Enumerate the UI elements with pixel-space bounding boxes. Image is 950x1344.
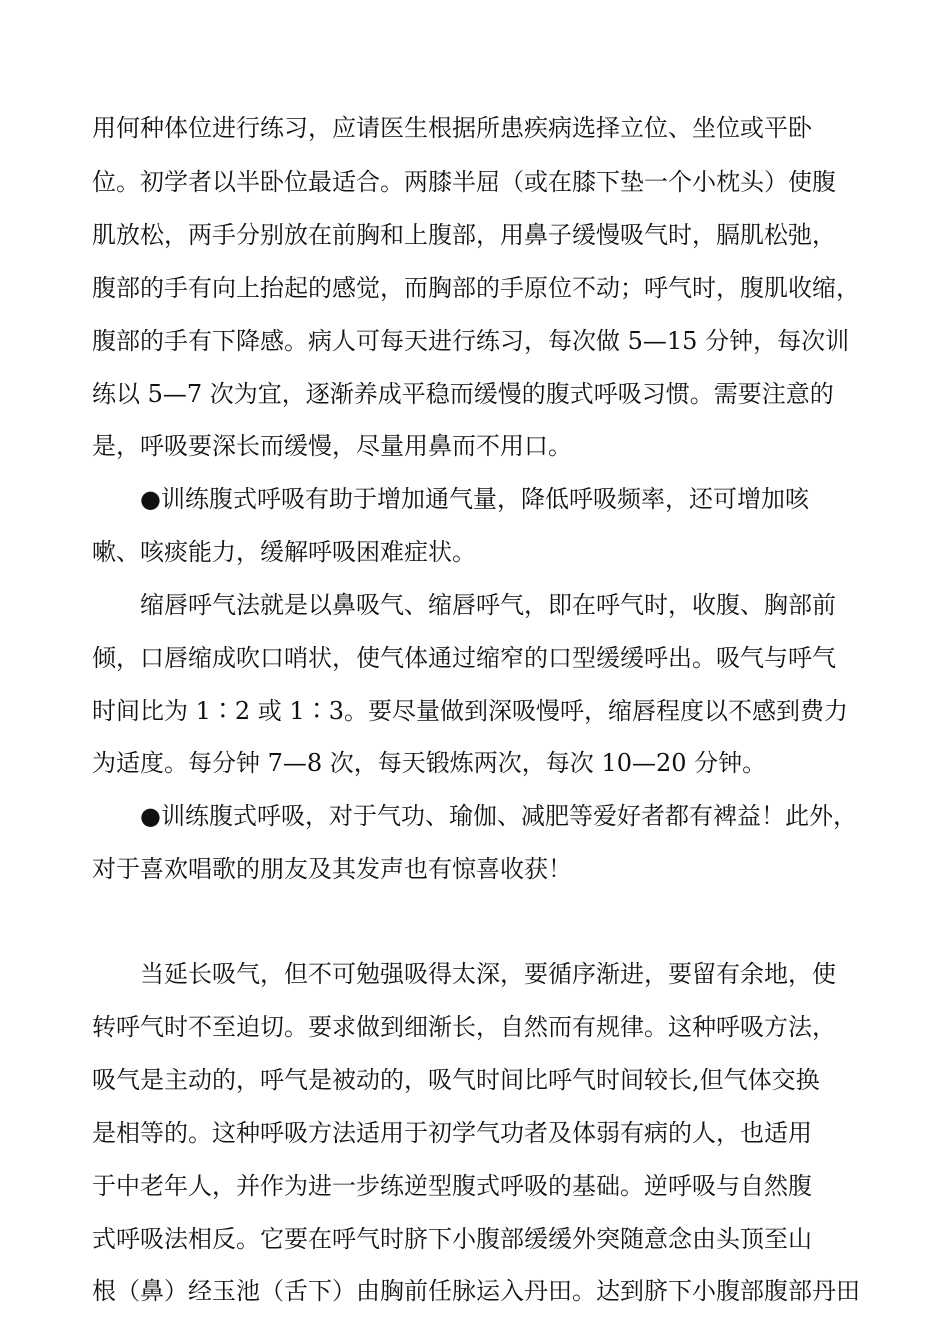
paragraph-5-line: 当延长吸气，但不可勉强吸得太深，要循序渐进，要留有余地，使 xyxy=(140,960,836,988)
paragraph-3-line: 为适度。每分钟 7—8 次，每天锻炼两次，每次 10—20 分钟。 xyxy=(92,749,767,777)
paragraph-3-line: 时间比为 1∶2 或 1∶3。要尽量做到深吸慢呼，缩唇程度以不感到费力 xyxy=(92,697,848,725)
paragraph-5-line: 是相等的。这种呼吸方法适用于初学气功者及体弱有病的人，也适用 xyxy=(92,1119,812,1147)
paragraph-5-line: 根（鼻）经玉池（舌下）由胸前任脉运入丹田。达到脐下小腹部腹部丹田 xyxy=(92,1277,860,1305)
bullet-paragraph-line: ●训练腹式呼吸有助于增加通气量，降低呼吸频率，还可增加咳 xyxy=(140,485,809,513)
bullet-paragraph-line: 嗽、咳痰能力，缓解呼吸困难症状。 xyxy=(92,538,476,566)
paragraph-5-line: 于中老年人，并作为进一步练逆型腹式呼吸的基础。逆呼吸与自然腹 xyxy=(92,1172,812,1200)
bullet-paragraph-line: ●训练腹式呼吸，对于气功、瑜伽、减肥等爱好者都有裨益！此外， xyxy=(140,802,857,830)
paragraph-5-line: 吸气是主动的，呼气是被动的，吸气时间比呼气时间较长,但气体交换 xyxy=(92,1066,820,1094)
bullet-paragraph-line: 对于喜欢唱歌的朋友及其发声也有惊喜收获！ xyxy=(92,855,572,883)
paragraph-3-line: 倾，口唇缩成吹口哨状，使气体通过缩窄的口型缓缓呼出。吸气与呼气 xyxy=(92,644,836,672)
paragraph-5-line: 式呼吸法相反。它要在呼气时脐下小腹部缓缓外突随意念由头顶至山 xyxy=(92,1225,812,1253)
paragraph-1-line: 用何种体位进行练习，应请医生根据所患疾病选择立位、坐位或平卧 xyxy=(92,114,812,142)
paragraph-1-line: 练以 5—7 次为宜，逐渐养成平稳而缓慢的腹式呼吸习惯。需要注意的 xyxy=(92,380,834,408)
paragraph-5-line: 转呼气时不至迫切。要求做到细渐长，自然而有规律。这种呼吸方法， xyxy=(92,1013,836,1041)
paragraph-1-line: 腹部的手有向上抬起的感觉，而胸部的手原位不动；呼气时，腹肌收缩， xyxy=(92,274,860,302)
paragraph-1-line: 是，呼吸要深长而缓慢，尽量用鼻而不用口。 xyxy=(92,432,572,460)
paragraph-1-line: 肌放松，两手分别放在前胸和上腹部，用鼻子缓慢吸气时，膈肌松弛， xyxy=(92,221,836,249)
paragraph-1-line: 腹部的手有下降感。病人可每天进行练习，每次做 5—15 分钟，每次训 xyxy=(92,327,850,355)
paragraph-1-line: 位。初学者以半卧位最适合。两膝半屈（或在膝下垫一个小枕头）使腹 xyxy=(92,168,836,196)
paragraph-3-line: 缩唇呼气法就是以鼻吸气、缩唇呼气，即在呼气时，收腹、胸部前 xyxy=(140,591,836,619)
